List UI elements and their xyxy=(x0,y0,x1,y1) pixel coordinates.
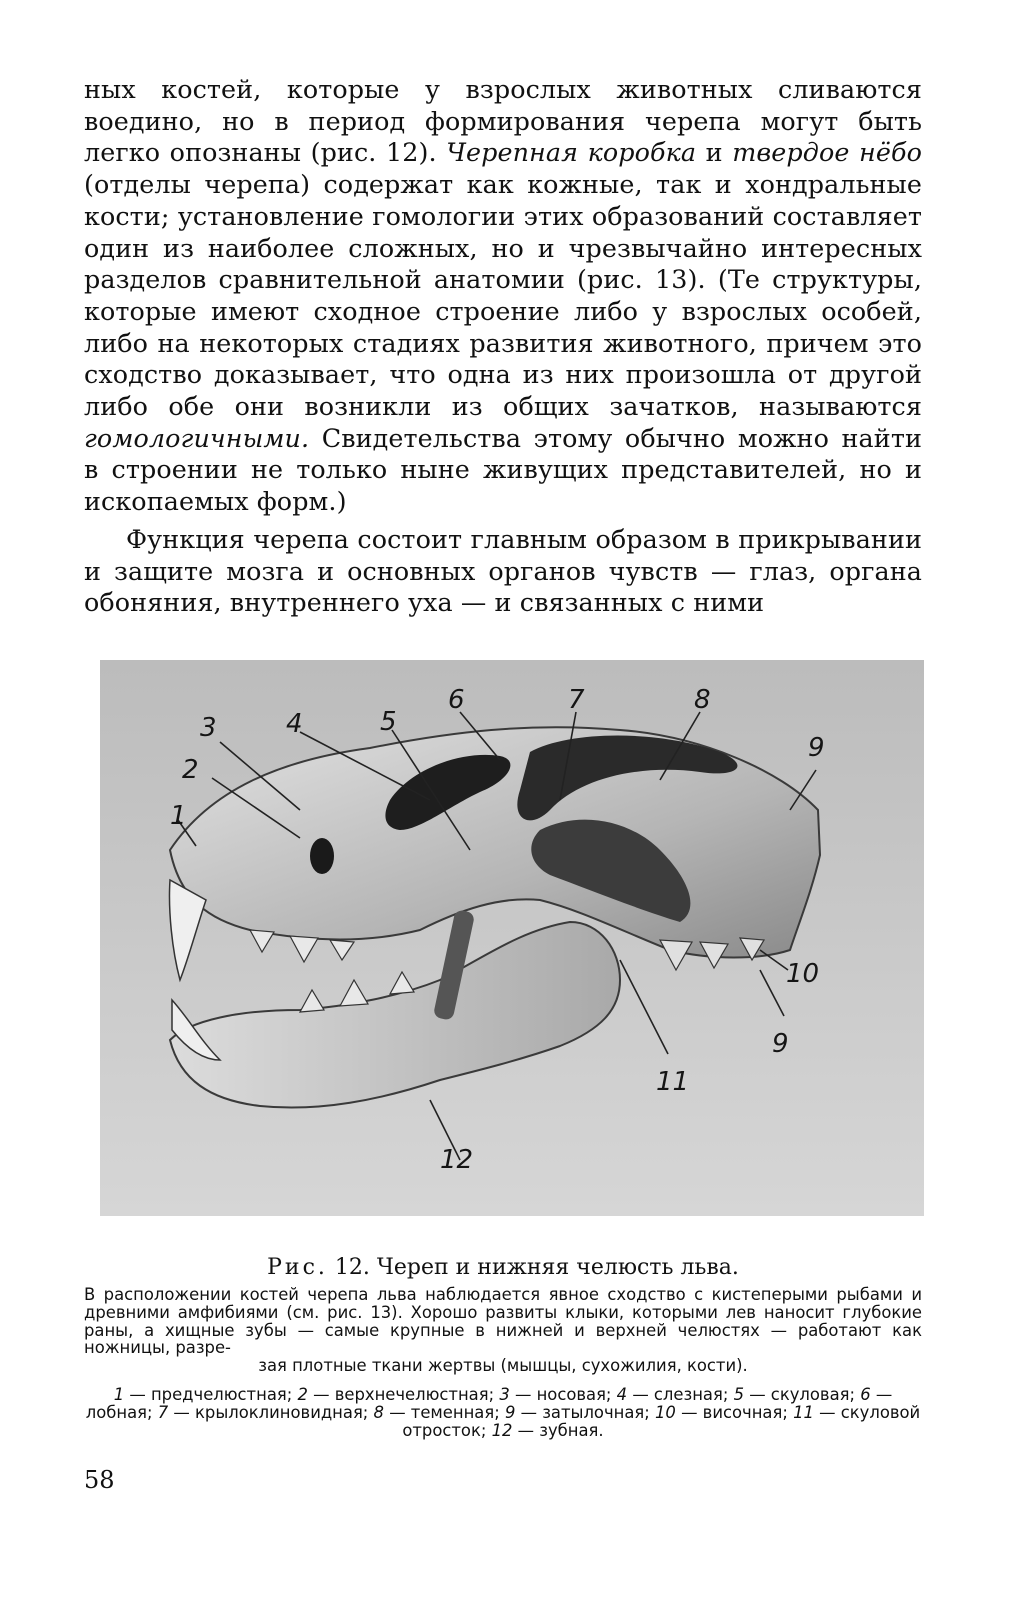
label-12: 12 xyxy=(440,1145,474,1175)
label-5: 5 xyxy=(380,707,397,737)
label-7: 7 xyxy=(568,685,585,715)
label-8: 8 xyxy=(694,685,711,715)
label-10: 10 xyxy=(786,959,820,989)
body-text xyxy=(84,74,922,619)
figure-caption-title: Рис. 12. Череп и нижняя челюсть льва. xyxy=(267,1255,739,1280)
infraorbital-foramen xyxy=(310,838,334,874)
label-4: 4 xyxy=(286,709,303,739)
label-9-bottom: 9 xyxy=(772,1029,789,1059)
paragraph-2: Функция черепа состоит главным образом в прикрывании и защите мозга и основных органов чувств — глаз, органа обоняния, внутреннего уха — и связанных с ними xyxy=(84,523,922,618)
paragraph-1: ных костей, которые у взрослых животных сливаются воедино, но в период формирования черепа могут быть легко опознаны (рис. 12). Черепная коробка и твердое нёбо (отделы черепа) содержат как кожные, так и хондральные кости; установление гомологии этих образований составляет один из наиболее сложных, но и чрезвычайно интересных разделов сравнительной анатомии (рис. 13). (Те структуры, которые имеют сходное строение либо у взрослых особей, либо на некоторых стадиях развития животного, причем это сходство доказывает, что одна из них произошла от другой либо обе они возникли из общих зачатков, называются гомологичными. Свидетельства этому обычно можно найти в строении не только ныне живущих представителей, но и ископаемых форм.) xyxy=(84,74,922,517)
label-6: 6 xyxy=(448,685,465,715)
lion-skull-illustration xyxy=(100,660,924,1216)
label-9-top: 9 xyxy=(808,733,825,763)
label-3: 3 xyxy=(200,713,217,743)
label-11: 11 xyxy=(656,1067,690,1097)
figure-caption-text: В расположении костей черепа льва наблюдается явное сходство с кистеперыми рыбами и древними амфибиями (см. рис. 13). Хорошо развиты клыки, которыми лев наносит глубокие раны, а хищные зубы — самые крупные в нижней и верхней челюстях — работают как ножницы, разре- зая плотные ткани жертвы (мышцы, сухожилия, кости). xyxy=(84,1285,922,1376)
figure-legend: 1 — предчелюстная; 2 — верхнечелюстная; 3 — носовая; 4 — слезная; 5 — скуловая; 6 — лобная; 7 — крылоклиновидная; 8 — теменная; 9 — затылочная; 10 — височная; 11 — скуловой отросток; 12 — зубная. xyxy=(85,1385,921,1440)
lion-skull-figure xyxy=(100,660,924,1216)
page-number: 58 xyxy=(84,1466,115,1494)
label-1: 1 xyxy=(170,801,187,831)
label-2: 2 xyxy=(182,755,199,785)
